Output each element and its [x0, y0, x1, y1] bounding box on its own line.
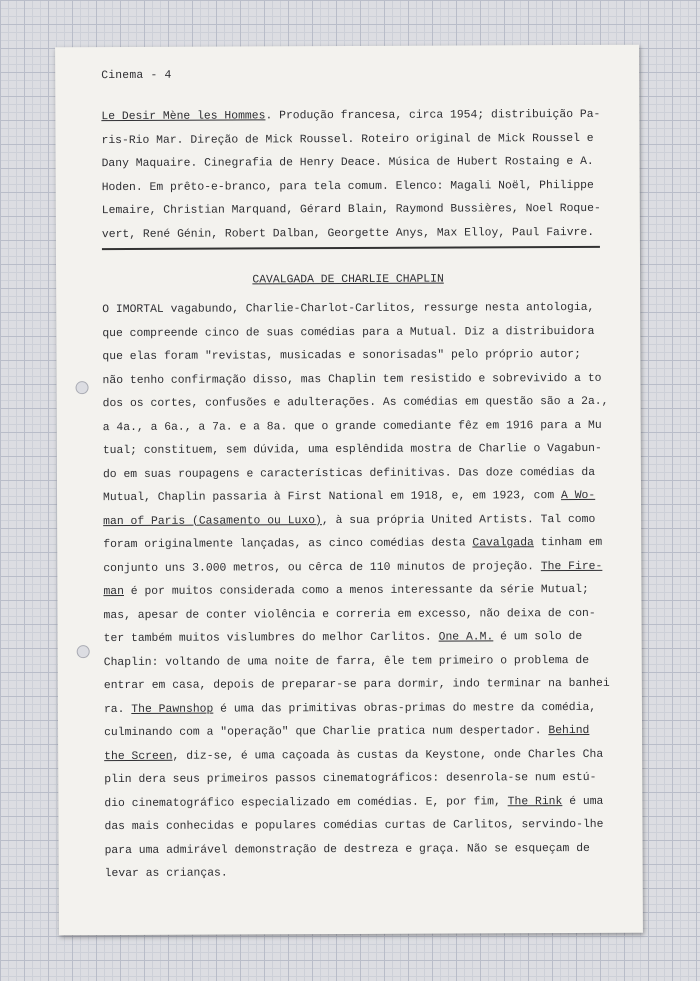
- text-run: ter também muitos vislumbres do melhor Carlitos.: [103, 631, 439, 646]
- text-run: Dany Maquaire. Cinegrafia de Henry Deace. Música de Hubert Rostaing e A.: [101, 155, 594, 171]
- underlined-title: Cavalgada: [472, 537, 534, 550]
- typewritten-page: [55, 45, 643, 936]
- text-run: levar as crianças.: [104, 867, 228, 881]
- underlined-title: A Wo-: [560, 489, 596, 503]
- page-header: Cinema - 4: [101, 69, 172, 83]
- text-line: [102, 198, 602, 224]
- text-line: [102, 320, 602, 346]
- text-run: para uma admirável demonstração de destreza e graça. Não se esqueçam de: [104, 842, 590, 857]
- text-run: Lemaire, Christian Marquand, Gérard Blain, Raymond Bussières, Noel Roque-: [101, 202, 601, 218]
- text-run: mas, apesar de conter violência e correria em excesso, não deixa de con-: [103, 607, 596, 622]
- text-line: [102, 151, 602, 177]
- text-run: é uma: [562, 795, 604, 808]
- text-line: [103, 438, 603, 464]
- text-run: dio cinematográfico especializado em comédias. E, por fim,: [104, 795, 508, 810]
- text-line: [104, 696, 604, 722]
- text-run: entrar em casa, depois de preparar-se para dormir, indo terminar na banhei: [103, 677, 610, 693]
- text-run: dos os cortes, confusões e adulterações. As comédias em questão são a 2a.,: [102, 395, 609, 411]
- underlined-title: The Pawnshop: [131, 703, 214, 716]
- text-run: ris-Rio Mar. Direção de Mick Roussel. Roteiro original de Mick Roussel e: [101, 132, 594, 147]
- text-run: tual; constituem, sem dúvida, uma esplêndida mostra de Charlie o Vagabun-: [102, 442, 602, 458]
- underlined-title: Behind: [548, 724, 590, 738]
- text-line: [103, 485, 603, 511]
- text-line: [104, 720, 604, 746]
- punch-hole: [77, 645, 90, 658]
- text-run: ra.: [103, 703, 132, 716]
- text-line: [103, 414, 603, 440]
- text-run: do em suas roupagens e características definitivas. Das doze comédias da: [102, 466, 596, 481]
- text-run: é um solo de: [493, 630, 583, 644]
- film-credits-paragraph: [101, 104, 602, 247]
- text-run: Hoden. Em prêto-e-branco, para tela comum. Elenco: Magali Noël, Philippe: [101, 179, 594, 194]
- text-run: é por muitos considerada como a menos interessante da série Mutual;: [123, 583, 589, 598]
- text-line: [103, 461, 603, 487]
- text-run: Mutual, Chaplin passaria à First National em 1918, e, em 1923, com: [103, 490, 562, 505]
- underlined-title: man: [103, 585, 124, 599]
- text-run: das mais conhecidas e populares comédias curtas de Carlitos, servindo-lhe: [104, 818, 604, 834]
- underlined-title: man of Paris (Casamento ou Luxo): [103, 514, 322, 528]
- underlined-title: Le Desir Mène les Hommes: [101, 110, 266, 124]
- text-run: é uma das primitivas obras-primas do mestre da comédia,: [213, 701, 597, 716]
- text-run: , diz-se, é uma caçoada às custas da Keystone, onde Charles Cha: [172, 748, 604, 763]
- text-line: [102, 221, 602, 247]
- text-line: [104, 743, 604, 769]
- text-run: a 4a., a 6a., a 7a. e a 8a. que o grande comediante fêz em 1916 para a Mu: [102, 419, 602, 434]
- text-line: [104, 626, 604, 652]
- text-run: plin dera seus primeiros passos cinematográficos: desenrola-se num estú-: [104, 771, 597, 787]
- text-line: [102, 367, 602, 393]
- text-line: [102, 297, 602, 323]
- text-line: [102, 344, 602, 370]
- text-run: conjunto uns 3.000 metros, ou cêrca de 110 minutos de projeção.: [103, 560, 541, 575]
- section-title: CAVALGADA DE CHARLIE CHAPLIN: [252, 273, 444, 287]
- text-run: que elas foram "revistas, musicadas e sonorisadas" pelo próprio autor;: [102, 348, 581, 364]
- text-run: . Produção francesa, circa 1954; distribuição Pa-: [265, 108, 601, 123]
- punch-hole: [76, 381, 89, 394]
- text-run: O IMORTAL vagabundo, Charlie-Charlot-Carlitos, ressurge nesta antologia,: [102, 301, 595, 317]
- text-line: [102, 174, 602, 200]
- text-line: [104, 814, 604, 840]
- underlined-title: One A.M.: [438, 631, 494, 644]
- text-run: que compreende cinco de suas comédias para a Mutual. Diz a distribuidora: [102, 325, 595, 340]
- text-line: [103, 673, 610, 699]
- text-line: [105, 861, 605, 887]
- text-run: Chaplin: voltando de uma noite de farra, êle tem primeiro o problema de: [103, 654, 590, 669]
- underlined-title: the Screen: [104, 750, 173, 763]
- text-line: [103, 555, 603, 581]
- text-run: foram originalmente lançadas, as cinco comédias desta: [103, 537, 473, 552]
- text-line: [103, 602, 603, 628]
- text-run: não tenho confirmação disso, mas Chaplin tem resistido e sobrevivido a to: [102, 372, 602, 387]
- text-line: [104, 649, 604, 675]
- text-line: [103, 579, 603, 605]
- text-line: [103, 508, 603, 534]
- text-line: [101, 104, 601, 130]
- underlined-title: The Rink: [507, 795, 563, 808]
- review-body-paragraph: [102, 297, 610, 887]
- text-line: [104, 790, 604, 816]
- text-line: [104, 767, 604, 793]
- text-run: tinham em: [533, 536, 603, 550]
- text-line: [101, 127, 601, 153]
- text-line: [103, 532, 603, 558]
- underlined-title: The Fire-: [540, 560, 603, 573]
- text-run: culminando com a "operação" que Charlie pratica num despertador.: [104, 725, 549, 740]
- text-line: [105, 837, 605, 863]
- text-run: , à sua própria United Artists. Tal como: [321, 513, 596, 527]
- text-run: vert, René Génin, Robert Dalban, Georgette Anys, Max Elloy, Paul Faivre.: [101, 226, 595, 241]
- text-line: [102, 391, 609, 417]
